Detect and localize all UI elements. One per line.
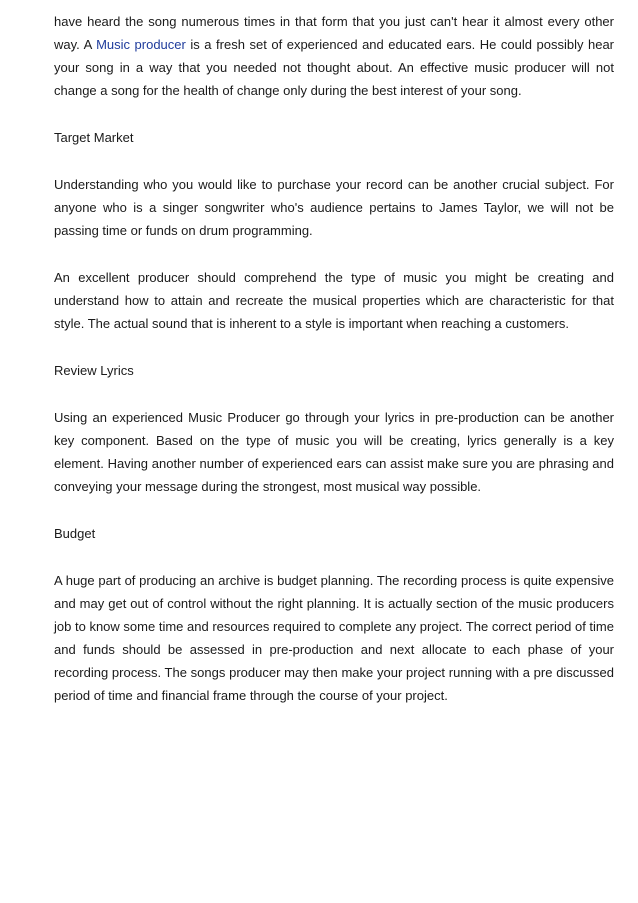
intro-paragraph (54, 10, 614, 102)
section-heading-budget: Budget (54, 526, 96, 541)
target-market-paragraph-1: Understanding who you would like to purchase your record can be another crucial subject. For anyone who is a singer songwriter who's audience pertains to James Taylor, we will not be passing time or funds on drum programming. (54, 177, 614, 238)
target-market-paragraph-2: An excellent producer should comprehend the type of music you might be creating and understand how to attain and recreate the musical properties which are characteristic for that style. The actual sound that is inherent to a style is important when reaching a customers. (54, 270, 614, 331)
section-heading-target-market: Target Market (54, 130, 134, 145)
intro-text-after-link: is a fresh set of experienced and educated ears. He could possibly hear your song in a way that you needed not thought about. An effective music producer will not change a song for the health of change only during the best interest of your song. (54, 37, 615, 98)
document-page (54, 10, 614, 731)
intro-text-before-link: have heard the song numerous times in that form that you just can't hear it almost every other way. A (54, 14, 614, 52)
budget-paragraph: A huge part of producing an archive is budget planning. The recording process is quite expensive and may get out of control without the right planning. It is actually section of the music producers job to know some time and resources required to complete any project. The correct period of time and funds should be assessed in pre-production and next allocate to each phase of your recording process. The songs producer may then make your project running with a pre discussed period of time and financial frame through the course of your project. (54, 573, 614, 703)
review-lyrics-paragraph: Using an experienced Music Producer go through your lyrics in pre-production can be another key component. Based on the type of music you will be creating, lyrics generally is a key element. Having another number of experienced ears can assist make sure you are phrasing and conveying your message during the strongest, most musical way possible. (54, 410, 614, 494)
music-producer-link[interactable]: Music producer (96, 37, 186, 52)
section-heading-review-lyrics: Review Lyrics (54, 363, 134, 378)
